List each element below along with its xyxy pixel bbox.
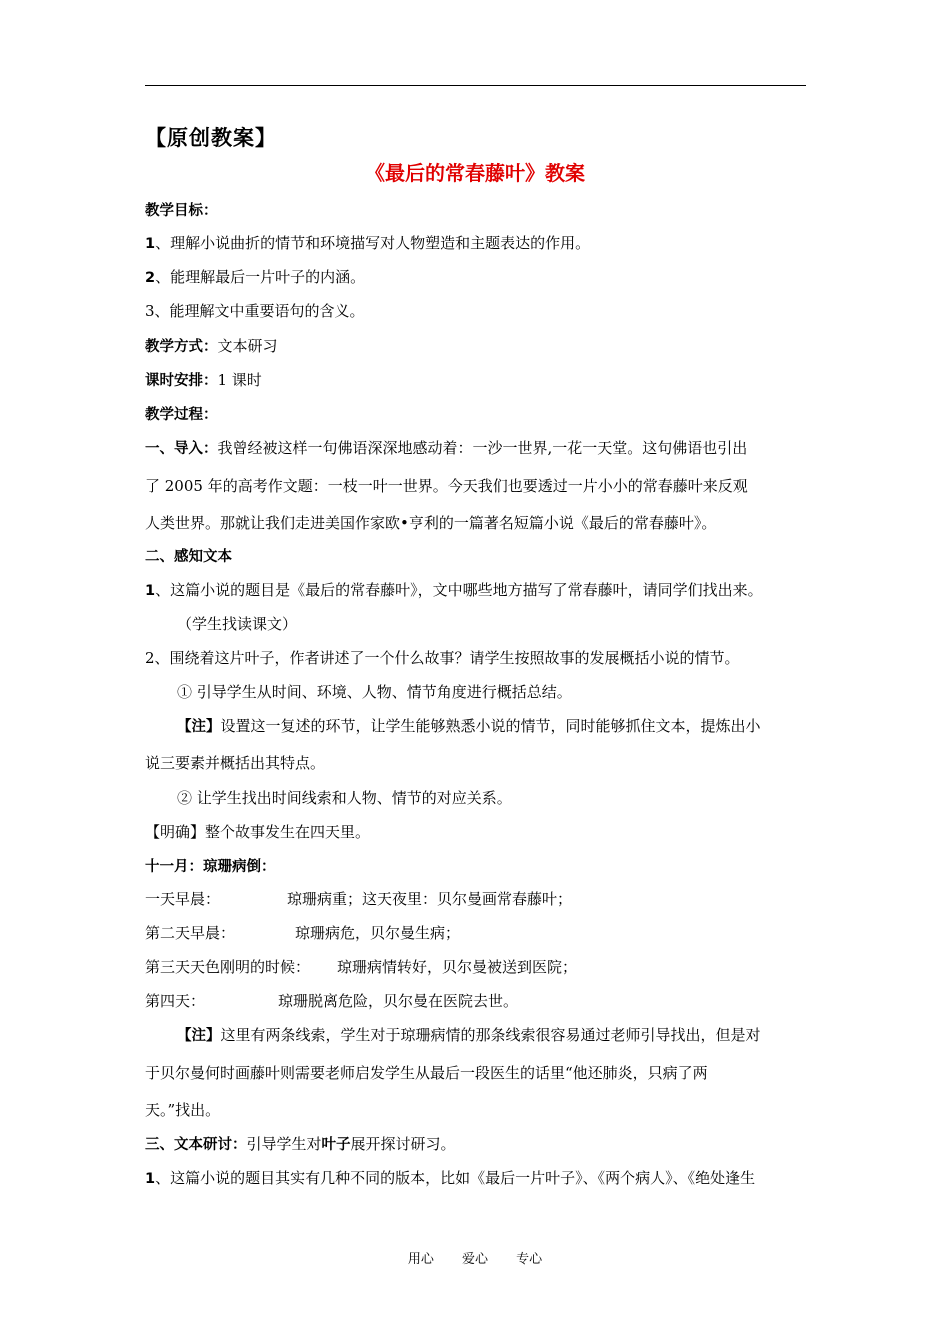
perceive-clarify: 【明确】整个故事发生在四天里。 (145, 823, 371, 841)
footer-motto: 爱心 (461, 1252, 488, 1267)
timeline-heading: 十一月：琼珊病倒： (145, 859, 276, 875)
perceive-step: ① 引导学生从时间、环境、人物、情节角度进行概括总结。 (177, 683, 572, 701)
page-footer (0, 1248, 950, 1267)
timeline-row: 第二天早晨： 琼珊病危，贝尔曼生病； (145, 924, 461, 942)
process-heading: 教学过程： (145, 407, 218, 423)
footer-motto: 专心 (516, 1252, 543, 1267)
document-title: 《最后的常春藤叶》教案 (365, 161, 585, 185)
perceive-note: （学生找读课文） (177, 615, 298, 633)
perceive-annotation: 【注】设置这一复述的环节，让学生能够熟悉小说的情节，同时能够抓住文本，提炼出小 (177, 717, 761, 735)
timeline-annotation: 【注】这里有两条线索，学生对于琼珊病情的那条线索很容易通过老师引导找出，但是对 (177, 1026, 761, 1044)
intro-paragraph-line: 了 2005 年的高考作文题：一枝一叶一世界。今天我们也要透过一片小小的常春藤叶来反观 (145, 477, 748, 495)
perceive-question: 2、围绕着这片叶子，作者讲述了一个什么故事？请学生按照故事的发展概括小说的情节。 (145, 649, 740, 667)
perceive-heading: 二、感知文本 (145, 549, 232, 565)
footer-motto: 用心 (407, 1252, 434, 1267)
perceive-annotation-line: 说三要素并概括出其特点。 (145, 754, 326, 772)
page-label: 【原创教案】 (145, 126, 277, 150)
study-heading: 三、文本研讨：引导学生对叶子展开探讨研习。 (145, 1135, 456, 1153)
class-schedule: 课时安排：1 课时 (145, 371, 262, 389)
timeline-annotation-line: 天。”找出。 (145, 1101, 221, 1119)
intro-paragraph-line: 人类世界。那就让我们走进美国作家欧•亨利的一篇著名短篇小说《最后的常春藤叶》。 (145, 514, 717, 532)
timeline-row: 一天早晨： 琼珊病重；这天夜里：贝尔曼画常春藤叶； (145, 890, 573, 908)
goal-item: 3、能理解文中重要语句的含义。 (145, 302, 365, 320)
goals-heading: 教学目标： (145, 203, 218, 219)
intro-paragraph: 一、导入：我曾经被这样一句佛语深深地感动着：一沙一世界,一花一天堂。这句佛语也引出 (145, 439, 748, 457)
goal-item: 2、能理解最后一片叶子的内涵。 (145, 268, 366, 286)
study-question: 1、这篇小说的题目其实有几种不同的版本，比如《最后一片叶子》、《两个病人》、《绝处逢生 (145, 1169, 756, 1187)
perceive-step: ② 让学生找出时间线索和人物、情节的对应关系。 (177, 789, 512, 807)
perceive-question: 1、这篇小说的题目是《最后的常春藤叶》，文中哪些地方描写了常春藤叶，请同学们找出来。 (145, 581, 763, 599)
goal-item: 1、理解小说曲折的情节和环境描写对人物塑造和主题表达的作用。 (145, 234, 591, 252)
timeline-annotation-line: 于贝尔曼何时画藤叶则需要老师启发学生从最后一段医生的话里“他还肺炎，只病了两 (145, 1064, 708, 1082)
header-rule (145, 85, 806, 86)
teaching-method: 教学方式：文本研习 (145, 337, 278, 355)
timeline-row: 第四天： 琼珊脱离危险，贝尔曼在医院去世。 (145, 992, 519, 1010)
timeline-row: 第三天天色刚明的时候： 琼珊病情转好，贝尔曼被送到医院； (145, 958, 578, 976)
